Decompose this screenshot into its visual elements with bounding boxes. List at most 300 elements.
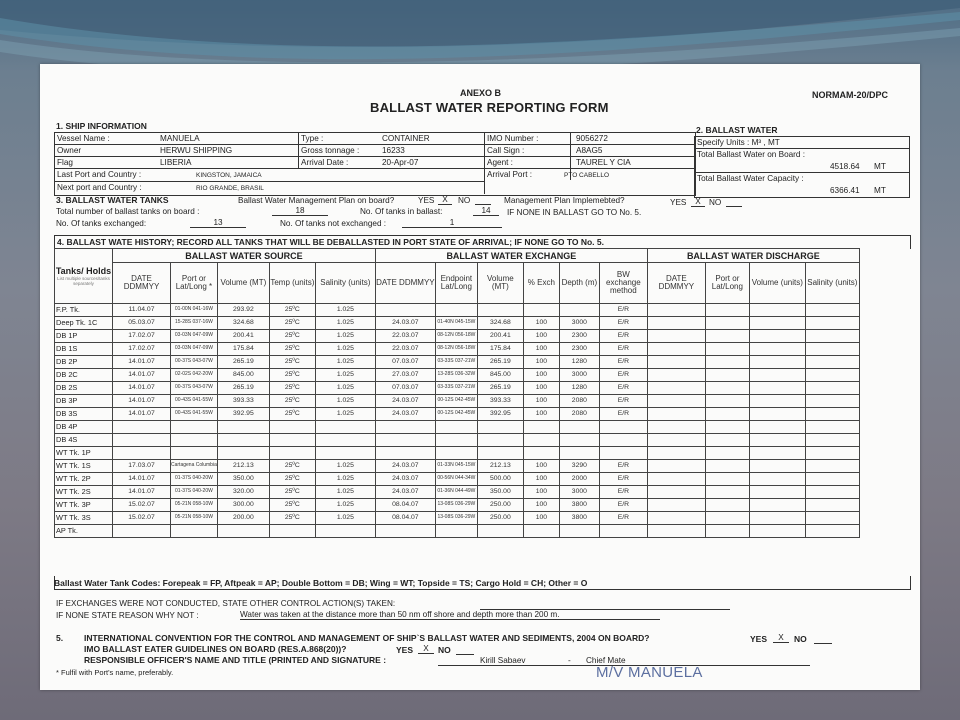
cell-e-vol: 200.41: [477, 330, 523, 343]
cell-e-method: [599, 525, 647, 538]
plan-mark: X: [438, 195, 452, 205]
type-label: Type :: [301, 134, 324, 143]
cell-e-pct: 100: [523, 408, 559, 421]
cell-e-pct: 100: [523, 486, 559, 499]
cell-e-date: 22.03.07: [375, 343, 435, 356]
ballast-water-heading: 2. BALLAST WATER: [696, 125, 778, 135]
cell-e-vol: 324.68: [477, 317, 523, 330]
cell-s-sal: 1.025: [315, 512, 375, 525]
cell-s-vol: 293.92: [217, 304, 269, 317]
plan-yes: YES: [418, 196, 435, 205]
call-sign-label: Call Sign :: [487, 146, 525, 155]
cell-s-pos: 03-03N 047-09W: [171, 343, 218, 356]
cell-s-temp: 25ºC: [269, 356, 315, 369]
cell-s-date: 14.01.07: [113, 408, 171, 421]
cell-e-depth: 2000: [559, 473, 599, 486]
table-row: [55, 421, 860, 434]
cell-e-vol: [477, 304, 523, 317]
cell-e-depth: 2080: [559, 395, 599, 408]
impl-yes: YES: [670, 198, 687, 207]
cell-discharge-empty: [705, 499, 749, 512]
cell-discharge-empty: [647, 356, 705, 369]
cell-e-method: [599, 447, 647, 460]
cell-s-temp: 25ºC: [269, 304, 315, 317]
reporting-form: [40, 64, 920, 690]
cell-s-temp: 25ºC: [269, 499, 315, 512]
cell-s-sal: 1.025: [315, 499, 375, 512]
cell-e-pos: 00-56N 044-34W: [435, 473, 477, 486]
cell-e-pct: 100: [523, 330, 559, 343]
cell-s-date: 17.03.07: [113, 460, 171, 473]
cell-discharge-empty: [647, 460, 705, 473]
cell-discharge-empty: [749, 330, 805, 343]
cell-discharge-empty: [805, 317, 859, 330]
history-heading: 4. BALLAST WATE HISTORY; RECORD ALL TANKS THAT WILL BE DEBALLASTED IN PORT STATE OF ARRIVAL; IF NONE GO TO No. 5.: [57, 237, 604, 247]
cell-discharge-empty: [647, 447, 705, 460]
owner-value: HERWU SHIPPING: [160, 146, 233, 155]
cell-discharge-empty: [705, 525, 749, 538]
discharge-col-3-header: Salinity (units): [805, 263, 859, 304]
none-in-ballast-note: IF NONE IN BALLAST GO TO No. 5.: [507, 208, 642, 217]
cell-e-pos: 13-08S 036-29W: [435, 499, 477, 512]
impl-question: Management Plan Implemebted?: [504, 196, 625, 205]
cell-e-pos: [435, 447, 477, 460]
cell-e-pct: 100: [523, 512, 559, 525]
form-title: BALLAST WATER REPORTING FORM: [370, 100, 609, 115]
cell-s-pos: 15-28S 037-16W: [171, 317, 218, 330]
cell-s-sal: 1.025: [315, 356, 375, 369]
cell-s-sal: 1.025: [315, 408, 375, 421]
convention-mark: X: [773, 633, 789, 643]
cell-s-date: [113, 447, 171, 460]
cell-s-temp: 25ºC: [269, 317, 315, 330]
cell-s-vol: 350.00: [217, 473, 269, 486]
table-row: [55, 343, 860, 356]
cell-discharge-empty: [749, 499, 805, 512]
cell-s-vol: 392.95: [217, 408, 269, 421]
cell-e-pos: 00-12S 042-45W: [435, 395, 477, 408]
cell-e-vol: 265.19: [477, 356, 523, 369]
cell-e-pct: 100: [523, 460, 559, 473]
officer-question: RESPONSIBLE OFFICER'S NAME AND TITLE (PRINTED AND SIGNATURE :: [84, 655, 387, 665]
cell-discharge-empty: [705, 330, 749, 343]
source-col-1-header: Port or Lat/Long *: [171, 263, 218, 304]
agent-value: TAUREL Y CIA: [576, 158, 631, 167]
cell-s-date: [113, 525, 171, 538]
cell-e-date: [375, 434, 435, 447]
cell-e-date: 24.03.07: [375, 486, 435, 499]
cell-discharge-empty: [749, 486, 805, 499]
cell-s-date: 11.04.07: [113, 304, 171, 317]
imo-no: NO: [438, 645, 451, 655]
total-ballast-value: 4518.64: [830, 162, 860, 171]
cell-s-temp: 25ºC: [269, 369, 315, 382]
vessel-value: MANUELA: [160, 134, 200, 143]
tanks-in-ballast-value: 14: [473, 206, 499, 216]
cell-s-sal: 1.025: [315, 382, 375, 395]
cell-e-pos: [435, 304, 477, 317]
total-ballast-label: Total Ballast Water on Board :: [697, 150, 806, 159]
plan-no-blank: [475, 195, 491, 205]
cell-s-temp: 25ºC: [269, 408, 315, 421]
cell-s-pos: 05-21N 058-10W: [171, 499, 218, 512]
cell-e-vol: [477, 421, 523, 434]
cell-e-date: 07.03.07: [375, 382, 435, 395]
flag-value: LIBERIA: [160, 158, 192, 167]
cell-e-vol: 845.00: [477, 369, 523, 382]
cell-s-pos: [171, 434, 218, 447]
convention-no: NO: [794, 634, 807, 644]
cell-s-pos: 01-37S 040-20W: [171, 486, 218, 499]
cell-e-depth: [559, 304, 599, 317]
total-tanks-value: 18: [272, 206, 328, 216]
cell-e-date: 08.04.07: [375, 512, 435, 525]
cell-s-sal: 1.025: [315, 369, 375, 382]
cell-s-sal: 1.025: [315, 486, 375, 499]
cell-s-sal: 1.025: [315, 395, 375, 408]
cell-s-sal: 1.025: [315, 330, 375, 343]
cell-discharge-empty: [805, 486, 859, 499]
cell-s-vol: [217, 421, 269, 434]
cell-tank: WT Tk. 2P: [55, 473, 113, 486]
cell-e-method: E/R: [599, 330, 647, 343]
cell-tank: DB 2C: [55, 369, 113, 382]
cell-discharge-empty: [805, 330, 859, 343]
cell-s-date: 14.01.07: [113, 473, 171, 486]
cell-tank: WT Tk. 2S: [55, 486, 113, 499]
cell-e-vol: 265.19: [477, 382, 523, 395]
imo-yes: YES: [396, 645, 414, 655]
cell-s-sal: 1.025: [315, 304, 375, 317]
arrival-date-label: Arrival Date :: [301, 158, 349, 167]
cell-s-pos: 00-37S 043-07W: [171, 356, 218, 369]
cell-discharge-empty: [749, 408, 805, 421]
cell-s-temp: 25ºC: [269, 330, 315, 343]
cell-e-depth: [559, 525, 599, 538]
ship-info-heading: 1. SHIP INFORMATION: [56, 121, 147, 131]
cell-discharge-empty: [705, 356, 749, 369]
cell-discharge-empty: [647, 499, 705, 512]
cell-e-pos: 08-12N 056-18W: [435, 330, 477, 343]
tanks-not-exchanged-value: 1: [402, 218, 502, 228]
cell-e-method: [599, 421, 647, 434]
cell-tank: DB 1P: [55, 330, 113, 343]
no-exchange-blank: [480, 600, 730, 610]
cell-s-pos: [171, 421, 218, 434]
cell-s-pos: 03-03N 047-09W: [171, 330, 218, 343]
discharge-col-0-header: DATE DDMMYY: [647, 263, 705, 304]
cell-s-date: 14.01.07: [113, 369, 171, 382]
cell-e-pct: [523, 304, 559, 317]
cell-discharge-empty: [805, 499, 859, 512]
cell-tank: DB 1S: [55, 343, 113, 356]
cell-e-pos: 13-08S 036-29W: [435, 512, 477, 525]
cell-s-vol: 320.00: [217, 486, 269, 499]
tank-codes: Ballast Water Tank Codes: Forepeak = FP, Aftpeak = AP; Double Bottom = DB; Wing = WT; Topside = TS; Cargo Hold = CH; Other = O: [54, 578, 588, 588]
cell-s-sal: [315, 421, 375, 434]
source-col-2-header: Volume (MT): [217, 263, 269, 304]
cell-e-method: E/R: [599, 499, 647, 512]
cell-tank: DB 2S: [55, 382, 113, 395]
source-col-4-header: Salinity (units): [315, 263, 375, 304]
cell-e-pos: 13-28S 036-32W: [435, 369, 477, 382]
none-reason-value: Water was taken at the distance more than 50 nm off shore and depth more than 200 m.: [240, 610, 660, 620]
cell-e-method: E/R: [599, 512, 647, 525]
arrival-port-value: PTO CABELLO: [564, 172, 610, 179]
cell-discharge-empty: [647, 382, 705, 395]
table-row: [55, 369, 860, 382]
cell-s-vol: 324.68: [217, 317, 269, 330]
exchange-group-header: BALLAST WATER EXCHANGE: [375, 249, 647, 263]
cell-e-pos: 03-33S 037-21W: [435, 356, 477, 369]
cell-s-date: 14.01.07: [113, 382, 171, 395]
cell-discharge-empty: [749, 525, 805, 538]
officer-name: Kirill Sabaev: [480, 656, 526, 665]
cell-e-method: E/R: [599, 369, 647, 382]
cell-discharge-empty: [805, 421, 859, 434]
cell-discharge-empty: [705, 486, 749, 499]
table-row: [55, 499, 860, 512]
cell-e-pct: [523, 447, 559, 460]
cell-s-pos: 01-37S 040-20W: [171, 473, 218, 486]
cell-discharge-empty: [705, 343, 749, 356]
cell-e-vol: [477, 447, 523, 460]
cell-discharge-empty: [749, 460, 805, 473]
cell-e-method: E/R: [599, 356, 647, 369]
cell-discharge-empty: [647, 525, 705, 538]
imo-mark: X: [418, 644, 434, 654]
table-row: [55, 356, 860, 369]
table-row: [55, 408, 860, 421]
last-port-label: Last Port and Country :: [57, 170, 142, 179]
cell-e-pos: [435, 421, 477, 434]
arrival-date-value: 20-Apr-07: [382, 158, 419, 167]
exchange-col-2-header: Volume (MT): [477, 263, 523, 304]
cell-discharge-empty: [705, 369, 749, 382]
cell-discharge-empty: [705, 434, 749, 447]
table-row: [55, 512, 860, 525]
source-col-0-header: DATE DDMMYY: [113, 263, 171, 304]
cell-discharge-empty: [749, 369, 805, 382]
impl-mark: X: [691, 197, 705, 207]
cell-s-temp: 25ºC: [269, 486, 315, 499]
cell-discharge-empty: [647, 486, 705, 499]
discharge-group-header: BALLAST WATER DISCHARGE: [647, 249, 859, 263]
cell-discharge-empty: [705, 395, 749, 408]
cell-discharge-empty: [749, 395, 805, 408]
cell-e-date: 08.04.07: [375, 499, 435, 512]
cell-e-pct: [523, 421, 559, 434]
discharge-col-1-header: Port or Lat/Long: [705, 263, 749, 304]
cell-discharge-empty: [805, 343, 859, 356]
cell-s-temp: [269, 447, 315, 460]
cell-tank: WT Tk. 3P: [55, 499, 113, 512]
cell-s-temp: [269, 421, 315, 434]
cell-e-date: [375, 525, 435, 538]
imo-label: IMO Number :: [487, 134, 539, 143]
cell-discharge-empty: [705, 304, 749, 317]
total-ballast-unit: MT: [874, 162, 886, 171]
convention-no-blank: [814, 634, 832, 644]
cell-tank: WT Tk. 1P: [55, 447, 113, 460]
cell-discharge-empty: [705, 421, 749, 434]
call-sign-value: A8AG5: [576, 146, 603, 155]
cell-discharge-empty: [805, 356, 859, 369]
next-port-label: Next port and Country :: [57, 183, 142, 192]
cell-e-pct: 100: [523, 356, 559, 369]
table-row: [55, 304, 860, 317]
cell-s-vol: 393.33: [217, 395, 269, 408]
table-row: [55, 317, 860, 330]
cell-discharge-empty: [647, 434, 705, 447]
cell-e-pct: 100: [523, 317, 559, 330]
tanks-heading: 3. BALLAST WATER TANKS: [56, 195, 169, 205]
units-label: Specify Units : M³ , MT: [697, 138, 780, 147]
cell-discharge-empty: [705, 512, 749, 525]
tanks-exchanged-label: No. Of tanks exchanged:: [56, 219, 147, 228]
cell-e-pct: 100: [523, 499, 559, 512]
imo-guidelines-question: IMO BALLAST EATER GUIDELINES ON BOARD (RES.A.868(20))?: [84, 644, 347, 654]
cell-tank: WT Tk. 1S: [55, 460, 113, 473]
cell-e-method: E/R: [599, 317, 647, 330]
cell-s-vol: 200.41: [217, 330, 269, 343]
cell-s-vol: [217, 525, 269, 538]
cell-e-date: 24.03.07: [375, 473, 435, 486]
cell-s-pos: 00-43S 041-55W: [171, 408, 218, 421]
cell-s-vol: 300.00: [217, 499, 269, 512]
cell-e-pos: 01-33N 045-15W: [435, 460, 477, 473]
cell-e-pct: [523, 525, 559, 538]
tanks-exchanged-value: 13: [190, 218, 246, 228]
vessel-label: Vessel Name :: [57, 134, 110, 143]
cell-s-pos: 00-37S 043-07W: [171, 382, 218, 395]
cell-e-depth: 3800: [559, 499, 599, 512]
no-exchange-question: IF EXCHANGES WERE NOT CONDUCTED, STATE OTHER CONTROL ACTION(S) TAKEN:: [56, 599, 396, 608]
cell-s-temp: [269, 434, 315, 447]
cell-s-temp: 25ºC: [269, 512, 315, 525]
cell-tank: DB 3P: [55, 395, 113, 408]
cell-s-vol: 200.00: [217, 512, 269, 525]
cell-discharge-empty: [805, 369, 859, 382]
cell-tank: F.P. Tk.: [55, 304, 113, 317]
cell-s-pos: 05-21N 058-10W: [171, 512, 218, 525]
cell-s-sal: 1.025: [315, 343, 375, 356]
tanks-in-ballast-label: No. Of tanks in ballast:: [360, 207, 443, 216]
cell-s-pos: [171, 525, 218, 538]
cell-s-sal: 1.025: [315, 473, 375, 486]
cell-discharge-empty: [749, 447, 805, 460]
cell-discharge-empty: [805, 460, 859, 473]
cell-e-pct: 100: [523, 382, 559, 395]
cell-s-sal: [315, 447, 375, 460]
table-row: [55, 434, 860, 447]
cell-discharge-empty: [805, 408, 859, 421]
tonnage-value: 16233: [382, 146, 405, 155]
cell-e-method: E/R: [599, 382, 647, 395]
table-row: [55, 486, 860, 499]
table-row: [55, 460, 860, 473]
cell-e-pos: [435, 434, 477, 447]
cell-discharge-empty: [805, 512, 859, 525]
cell-e-pct: 100: [523, 395, 559, 408]
last-port-value: KINGSTON, JAMAICA: [196, 172, 262, 179]
cell-s-temp: 25ºC: [269, 382, 315, 395]
cell-s-temp: 25ºC: [269, 460, 315, 473]
cell-s-date: 15.02.07: [113, 512, 171, 525]
cell-e-method: E/R: [599, 486, 647, 499]
cell-e-vol: 500.00: [477, 473, 523, 486]
exchange-col-1-header: Endpoint Lat/Long: [435, 263, 477, 304]
cell-discharge-empty: [749, 304, 805, 317]
type-value: CONTAINER: [382, 134, 430, 143]
cell-discharge-empty: [705, 460, 749, 473]
cell-s-sal: [315, 525, 375, 538]
source-group-header: BALLAST WATER SOURCE: [113, 249, 376, 263]
cell-s-vol: [217, 434, 269, 447]
cell-s-date: 17.02.07: [113, 330, 171, 343]
cell-e-date: [375, 447, 435, 460]
column-header-row: [55, 263, 860, 304]
source-col-3-header: Temp (units): [269, 263, 315, 304]
ballast-history-table: [54, 248, 860, 538]
total-tanks-label: Total number of ballast tanks on board :: [56, 207, 200, 216]
cell-e-vol: 250.00: [477, 512, 523, 525]
cell-e-date: 24.03.07: [375, 317, 435, 330]
cell-discharge-empty: [647, 330, 705, 343]
cell-e-depth: 3000: [559, 317, 599, 330]
cell-e-method: E/R: [599, 408, 647, 421]
cell-e-vol: 175.84: [477, 343, 523, 356]
cell-discharge-empty: [647, 343, 705, 356]
cell-e-pct: 100: [523, 369, 559, 382]
plan-no: NO: [458, 196, 471, 205]
imo-value: 9056272: [576, 134, 608, 143]
cell-discharge-empty: [749, 512, 805, 525]
cell-e-depth: 3290: [559, 460, 599, 473]
officer-separator: -: [568, 656, 571, 665]
cell-e-date: [375, 304, 435, 317]
cell-s-date: 14.01.07: [113, 486, 171, 499]
cell-e-pos: 01-40N 045-15W: [435, 317, 477, 330]
cell-discharge-empty: [749, 356, 805, 369]
exchange-col-3-header: % Exch: [523, 263, 559, 304]
cell-e-pct: [523, 434, 559, 447]
vessel-stamp: M/V MANUELA: [596, 664, 703, 681]
cell-discharge-empty: [749, 343, 805, 356]
exchange-col-0-header: DATE DDMMYY: [375, 263, 435, 304]
convention-question: INTERNATIONAL CONVENTION FOR THE CONTROL AND MANAGEMENT OF SHIP`S BALLAST WATER AND SEDIMENTS, 2004 ON BOARD?: [84, 633, 650, 643]
cell-tank: DB 4S: [55, 434, 113, 447]
cell-s-vol: 175.84: [217, 343, 269, 356]
cell-discharge-empty: [805, 304, 859, 317]
cell-e-method: E/R: [599, 460, 647, 473]
cell-e-pct: 100: [523, 343, 559, 356]
cell-discharge-empty: [805, 434, 859, 447]
cell-e-pos: 08-12N 056-18W: [435, 343, 477, 356]
cell-discharge-empty: [647, 317, 705, 330]
cell-e-date: 24.03.07: [375, 408, 435, 421]
cell-discharge-empty: [647, 473, 705, 486]
cell-e-depth: [559, 447, 599, 460]
cell-s-date: [113, 434, 171, 447]
cell-e-pos: 03-33S 037-21W: [435, 382, 477, 395]
cell-e-date: 07.03.07: [375, 356, 435, 369]
cell-discharge-empty: [705, 408, 749, 421]
tonnage-label: Gross tonnage :: [301, 146, 360, 155]
cell-e-date: 24.03.07: [375, 460, 435, 473]
cell-e-vol: [477, 434, 523, 447]
cell-e-vol: 392.95: [477, 408, 523, 421]
